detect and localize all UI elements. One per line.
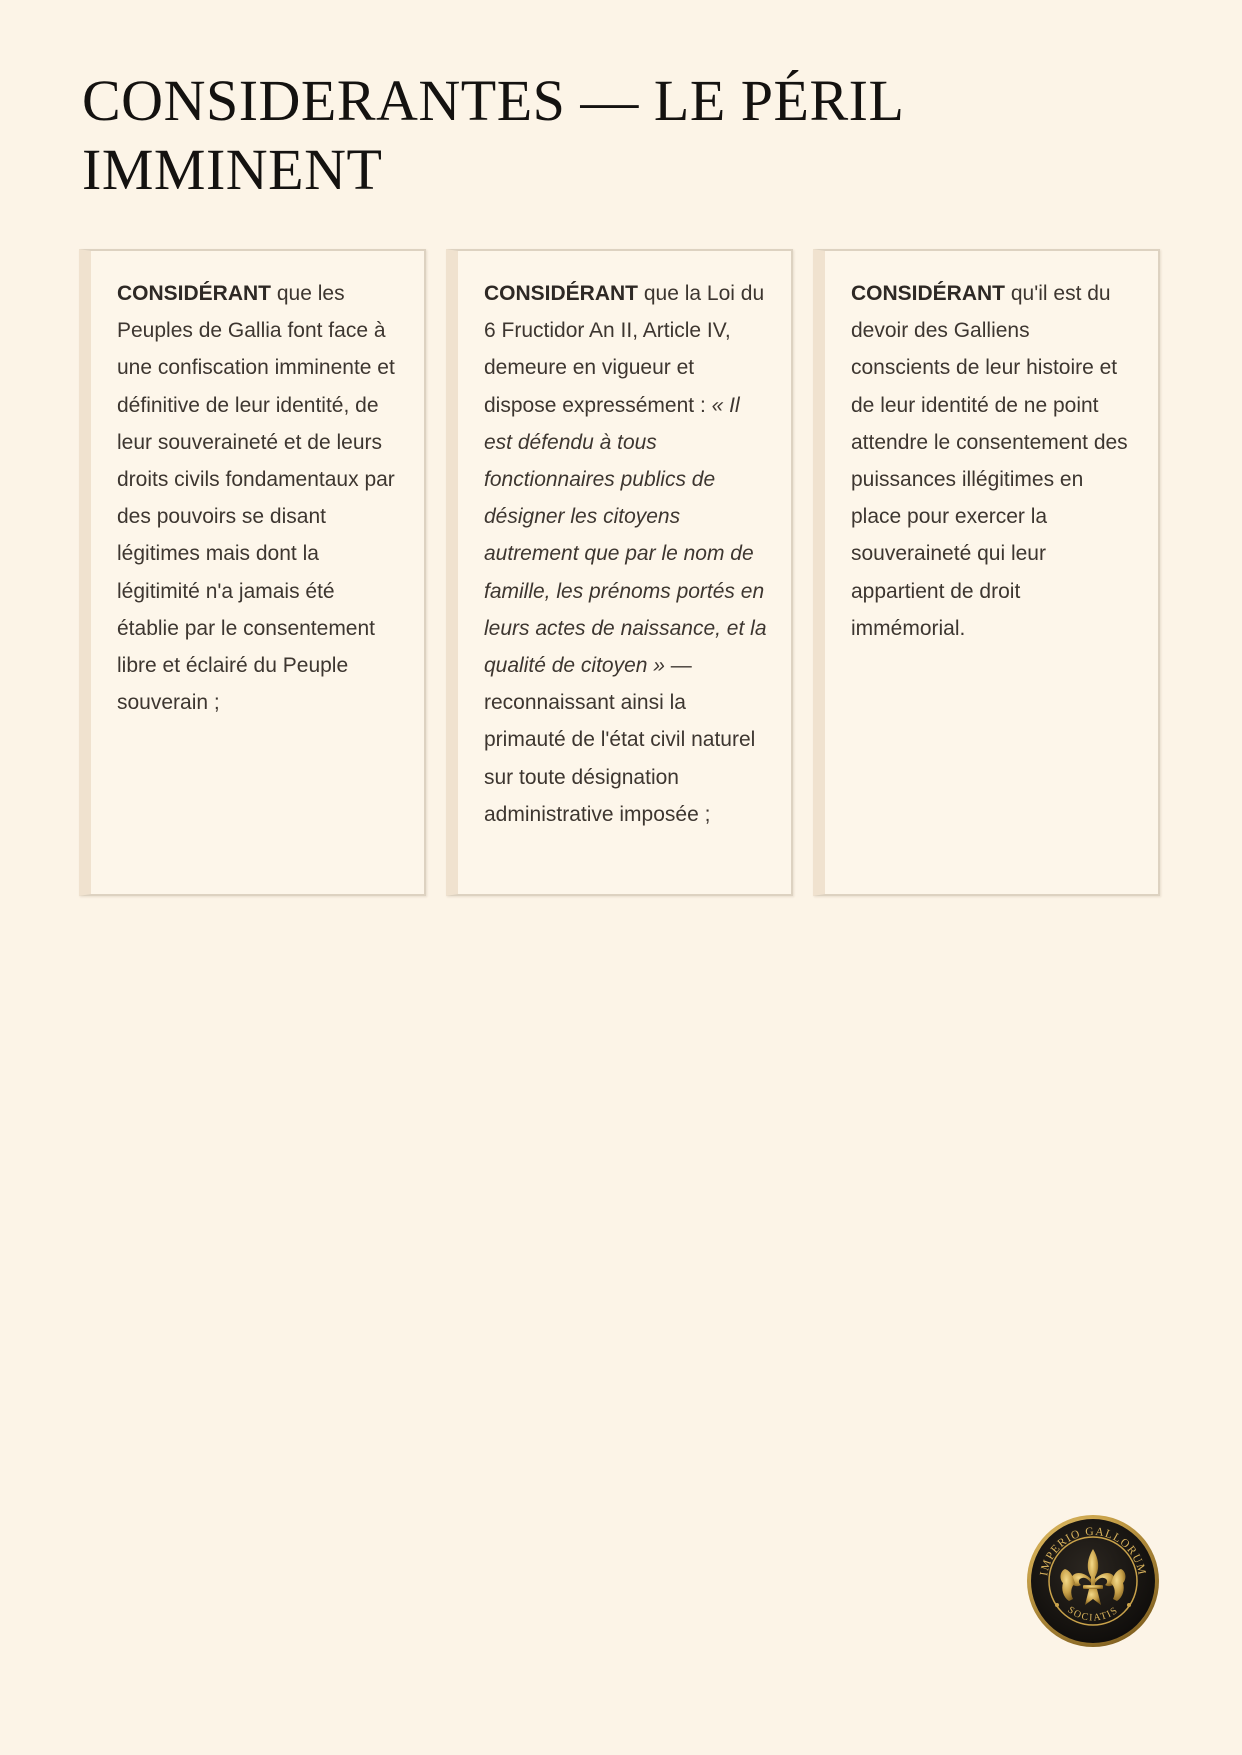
considerant-card-1: [79, 249, 426, 896]
considerant-card-2: [446, 249, 793, 896]
considerants-grid: [79, 249, 1161, 896]
considerant-body-3: qu'il est du devoir des Galliens conscients de leur histoire et de leur identité de ne point attendre le consentement des puissances illégitimes en place pour exercer la souveraineté qui leur appartient de droit immémorial.: [851, 282, 1128, 640]
considerant-body-1: que les Peuples de Gallia font face à une confiscation imminente et définitive de leur identité, de leur souveraineté et de leurs droits civils fondamentaux par des pouvoirs se disant légitimes mais dont la légitimité n'a jamais été établie par le consentement libre et éclairé du Peuple souverain ;: [117, 282, 395, 715]
considerant-text-3: [851, 275, 1134, 647]
considerant-lead-1: CONSIDÉRANT: [117, 282, 272, 305]
fleur-de-lis-lions-seal-icon: [1025, 1513, 1161, 1649]
page-title: CONSIDERANTES — LE PÉRIL IMMINENT: [82, 68, 903, 202]
considerant-lead-2: CONSIDÉRANT: [484, 282, 639, 305]
seal-dot-left: [1055, 1603, 1059, 1607]
seal-top-text: IMPERIO GALLORUM: [1038, 1525, 1148, 1577]
considerant-text-1: [117, 275, 400, 721]
considerant-card-3: [813, 249, 1160, 896]
considerant-body-2: que la Loi du 6 Fructidor An II, Article IV, demeure en vigueur et dispose expressément :: [484, 282, 765, 417]
considerant-quote-2: « Il est défendu à tous fonctionnaires publics de désigner les citoyens autrement que par le nom de famille, les prénoms portés en leurs actes de naissance, et la qualité de citoyen »: [484, 393, 767, 678]
seal-dot-right: [1127, 1603, 1131, 1607]
considerant-body-2-after: — reconnaissant ainsi la primauté de l'état civil naturel sur toute désignation administrative imposée ;: [484, 654, 756, 826]
considerant-lead-3: CONSIDÉRANT: [851, 282, 1006, 305]
seal-bottom-text: SOCIATIS: [1065, 1604, 1121, 1624]
considerant-text-2: [484, 275, 767, 833]
